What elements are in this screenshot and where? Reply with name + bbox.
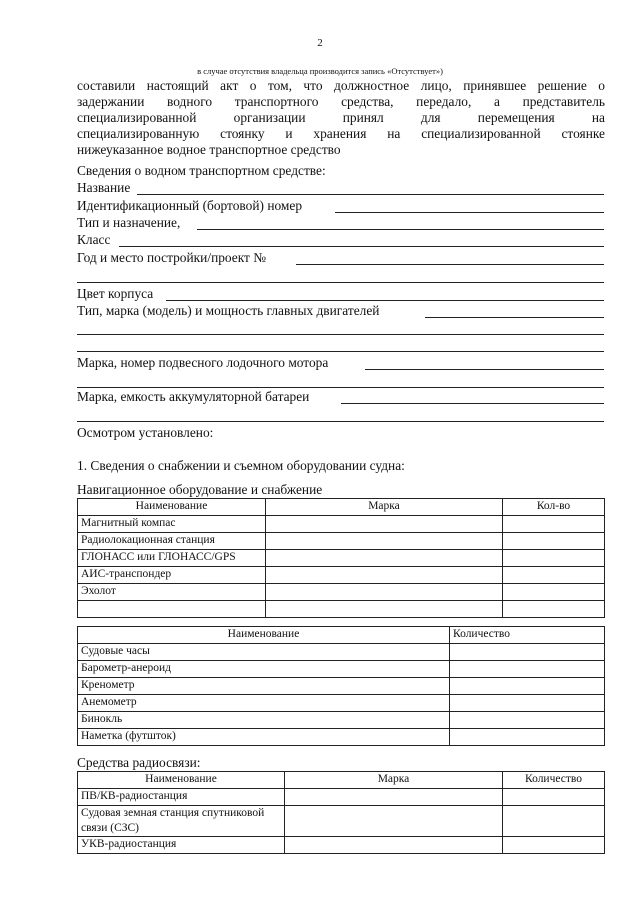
row-name: ПВ/КВ-радиостанция [78,789,285,806]
page-number: 2 [317,37,323,49]
field-label-year: Год и место постройки/проект № [77,250,267,265]
qty-cell[interactable] [503,567,605,584]
table-row [78,712,605,729]
brand-cell[interactable] [266,584,503,601]
row-name[interactable] [78,601,266,618]
column-header: Наименование [78,772,285,789]
table-header-row [78,499,605,516]
brand-cell[interactable] [266,533,503,550]
column-header: Количество [450,627,605,644]
table-row [78,644,605,661]
qty-cell[interactable] [503,789,605,806]
table-row [78,678,605,695]
qty-cell[interactable] [450,678,605,695]
qty-cell[interactable] [450,695,605,712]
table-row [78,516,605,533]
row-name: Магнитный компас [78,516,266,533]
field-label-outboard: Марка, номер подвесного лодочного мотора [77,355,329,370]
field-label-battery: Марка, емкость аккумуляторной батареи [77,389,310,404]
field-engines-line-3[interactable] [77,351,604,352]
row-name: УКВ-радиостанция [78,837,285,854]
field-engines-line[interactable] [425,317,604,318]
nav-caption: Навигационное оборудование и снабжение [77,482,323,497]
brand-cell[interactable] [266,550,503,567]
field-label-color: Цвет корпуса [77,286,154,301]
row-name: Бинокль [78,712,450,729]
qty-cell[interactable] [450,661,605,678]
table-header-row [78,627,605,644]
table-row [78,601,605,618]
vessel-heading: Сведения о водном транспортном средстве: [77,163,326,178]
qty-cell[interactable] [503,516,605,533]
field-name-line[interactable] [137,194,604,195]
row-name: Кренометр [78,678,450,695]
brand-cell[interactable] [285,789,503,806]
intro-paragraph [77,78,605,158]
row-name: Анемометр [78,695,450,712]
table-row [78,806,605,837]
field-battery-line-2[interactable] [77,421,604,422]
table-row [78,695,605,712]
column-header: Наименование [78,627,450,644]
table-row [78,533,605,550]
brand-cell[interactable] [285,837,503,854]
row-name: Судовая земная станция спутниковой связи (СЗС) [78,806,285,837]
column-header: Кол-во [503,499,605,516]
column-header: Марка [266,499,503,516]
paragraph-line: задержании водного транспортного средства, передало, а представитель [77,94,605,109]
field-outboard-line-2[interactable] [77,387,604,388]
qty-cell[interactable] [503,533,605,550]
table-row [78,584,605,601]
qty-cell[interactable] [503,601,605,618]
qty-cell[interactable] [503,837,605,854]
paragraph-line: специализированной организации принял для перемещения на [77,110,605,125]
table-row [78,567,605,584]
field-engines-line-2[interactable] [77,334,604,335]
table-row [78,837,605,854]
row-name: Наметка (футшток) [78,729,450,746]
column-header: Марка [285,772,503,789]
field-label-type: Тип и назначение, [77,215,181,230]
equipment-table [77,626,605,746]
field-battery-line[interactable] [341,403,604,404]
inspection-label: Осмотром установлено: [77,425,214,440]
row-name: Судовые часы [78,644,450,661]
qty-cell[interactable] [503,584,605,601]
field-year-line-2[interactable] [77,282,604,283]
qty-cell[interactable] [450,644,605,661]
field-year-line[interactable] [296,264,604,265]
field-label-name: Название [77,180,131,195]
row-name: Радиолокационная станция [78,533,266,550]
header-note: в случае отсутствия владельца производится запись «Отсутствует») [197,66,443,76]
qty-cell[interactable] [503,806,605,837]
table-row [78,729,605,746]
paragraph-line: нижеуказанное водное транспортное средство [77,142,341,157]
field-id-line[interactable] [335,212,604,213]
paragraph-line: составили настоящий акт о том, что должностное лицо, принявшее решение о [77,78,605,93]
field-outboard-line[interactable] [365,369,604,370]
paragraph-line: специализированную стоянку и хранения на специализированной стоянке [77,126,605,141]
table-header-row [78,772,605,789]
table-row [78,661,605,678]
table-row [78,550,605,567]
brand-cell[interactable] [266,601,503,618]
radio-caption: Средства радиосвязи: [77,755,201,770]
row-name: Эхолот [78,584,266,601]
nav-equipment-table [77,498,605,618]
row-name: Барометр-анероид [78,661,450,678]
qty-cell[interactable] [450,712,605,729]
field-class-line[interactable] [119,246,604,247]
brand-cell[interactable] [266,567,503,584]
section-heading: 1. Сведения о снабжении и съемном оборудовании судна: [77,458,405,473]
column-header: Наименование [78,499,266,516]
radio-table [77,771,605,854]
table-row [78,789,605,806]
brand-cell[interactable] [266,516,503,533]
field-label-class: Класс [77,232,111,247]
row-name: ГЛОНАСС или ГЛОНАСС/GPS [78,550,266,567]
field-label-id: Идентификационный (бортовой) номер [77,198,303,213]
row-name: АИС-транспондер [78,567,266,584]
field-color-line[interactable] [166,300,604,301]
qty-cell[interactable] [503,550,605,567]
qty-cell[interactable] [450,729,605,746]
field-label-engines: Тип, марка (модель) и мощность главных двигателей [77,303,380,318]
column-header: Количество [503,772,605,789]
brand-cell[interactable] [285,806,503,837]
field-type-line[interactable] [197,229,604,230]
